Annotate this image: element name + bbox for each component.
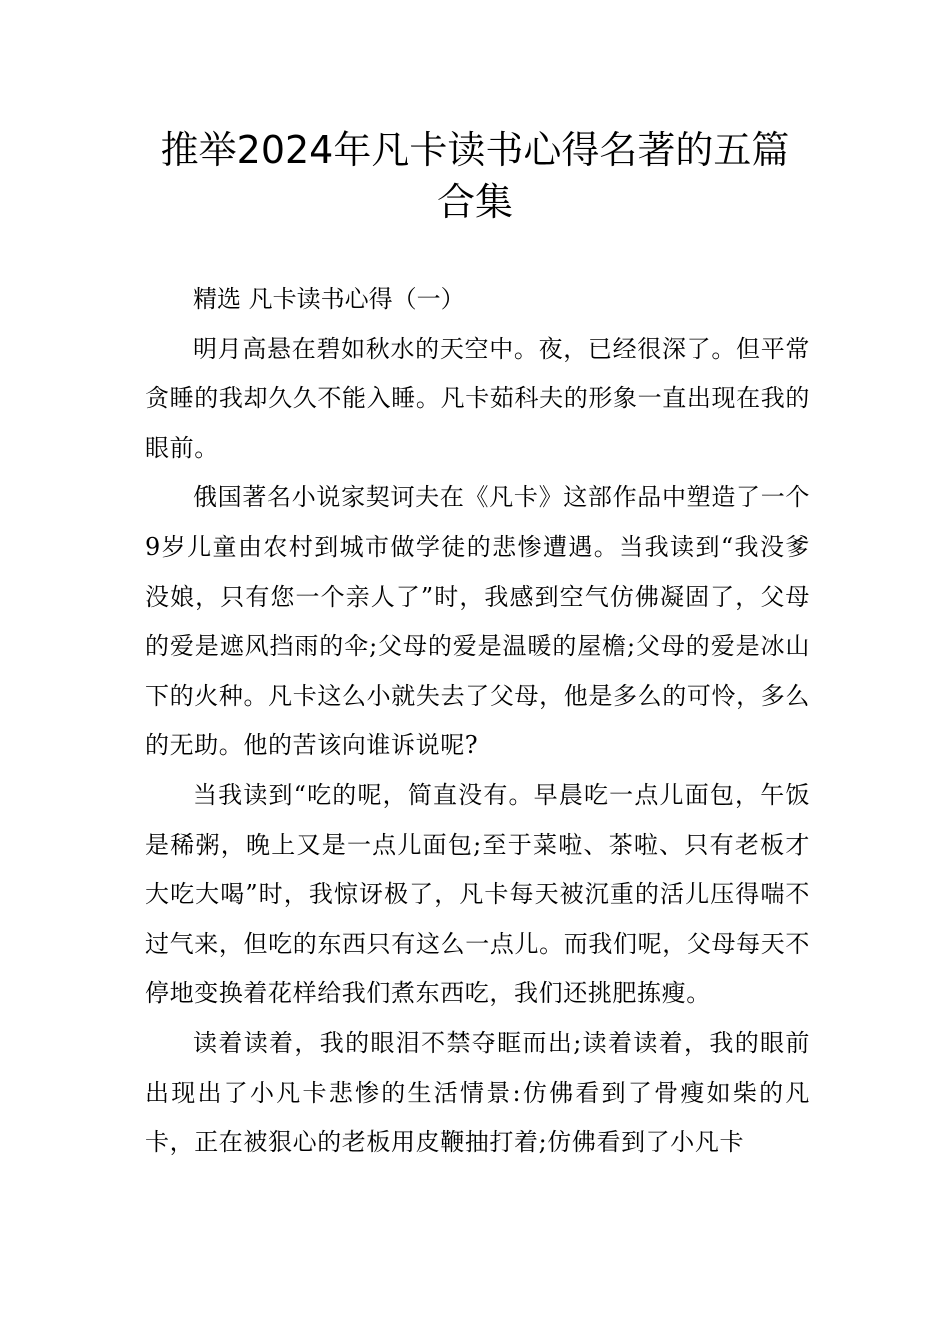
paragraph-1: 明月高悬在碧如秋水的天空中。夜，已经很深了。但平常贪睡的我却久久不能入睡。凡卡茹科夫的形象一直出现在我的眼前。 [145,334,810,462]
section-heading: 精选 凡卡读书心得（一） [193,285,465,313]
paragraph-3: 当我读到“吃的呢，简直没有。早晨吃一点儿面包，午饭是稀粥，晚上又是一点儿面包;至于菜啦、茶啦、只有老板才大吃大喝”时，我惊讶极了，凡卡每天被沉重的活儿压得喘不过气来，但吃的东西只有这么一点儿。而我们呢，父母每天不停地变换着花样给我们煮东西吃，我们还挑肥拣瘦。 [145,780,810,1008]
document-body [145,275,810,1168]
document-title-line-1: 推举2024年凡卡读书心得名著的五篇 [160,128,790,172]
document-title-line-2: 合集 [436,180,513,224]
paragraph-2: 俄国著名小说家契诃夫在《凡卡》这部作品中塑造了一个9岁儿童由农村到城市做学徒的悲惨遭遇。当我读到“我没爹没娘，只有您一个亲人了”时，我感到空气仿佛凝固了，父母的爱是遮风挡雨的伞;父母的爱是温暖的屋檐;父母的爱是冰山下的火种。凡卡这么小就失去了父母，他是多么的可怜，多么的无助。他的苦该向谁诉说呢? [145,483,810,760]
paragraph-4: 读着读着，我的眼泪不禁夺眶而出;读着读着，我的眼前出现出了小凡卡悲惨的生活情景:仿佛看到了骨瘦如柴的凡卡，正在被狠心的老板用皮鞭抽打着;仿佛看到了小凡卡 [145,1028,810,1157]
